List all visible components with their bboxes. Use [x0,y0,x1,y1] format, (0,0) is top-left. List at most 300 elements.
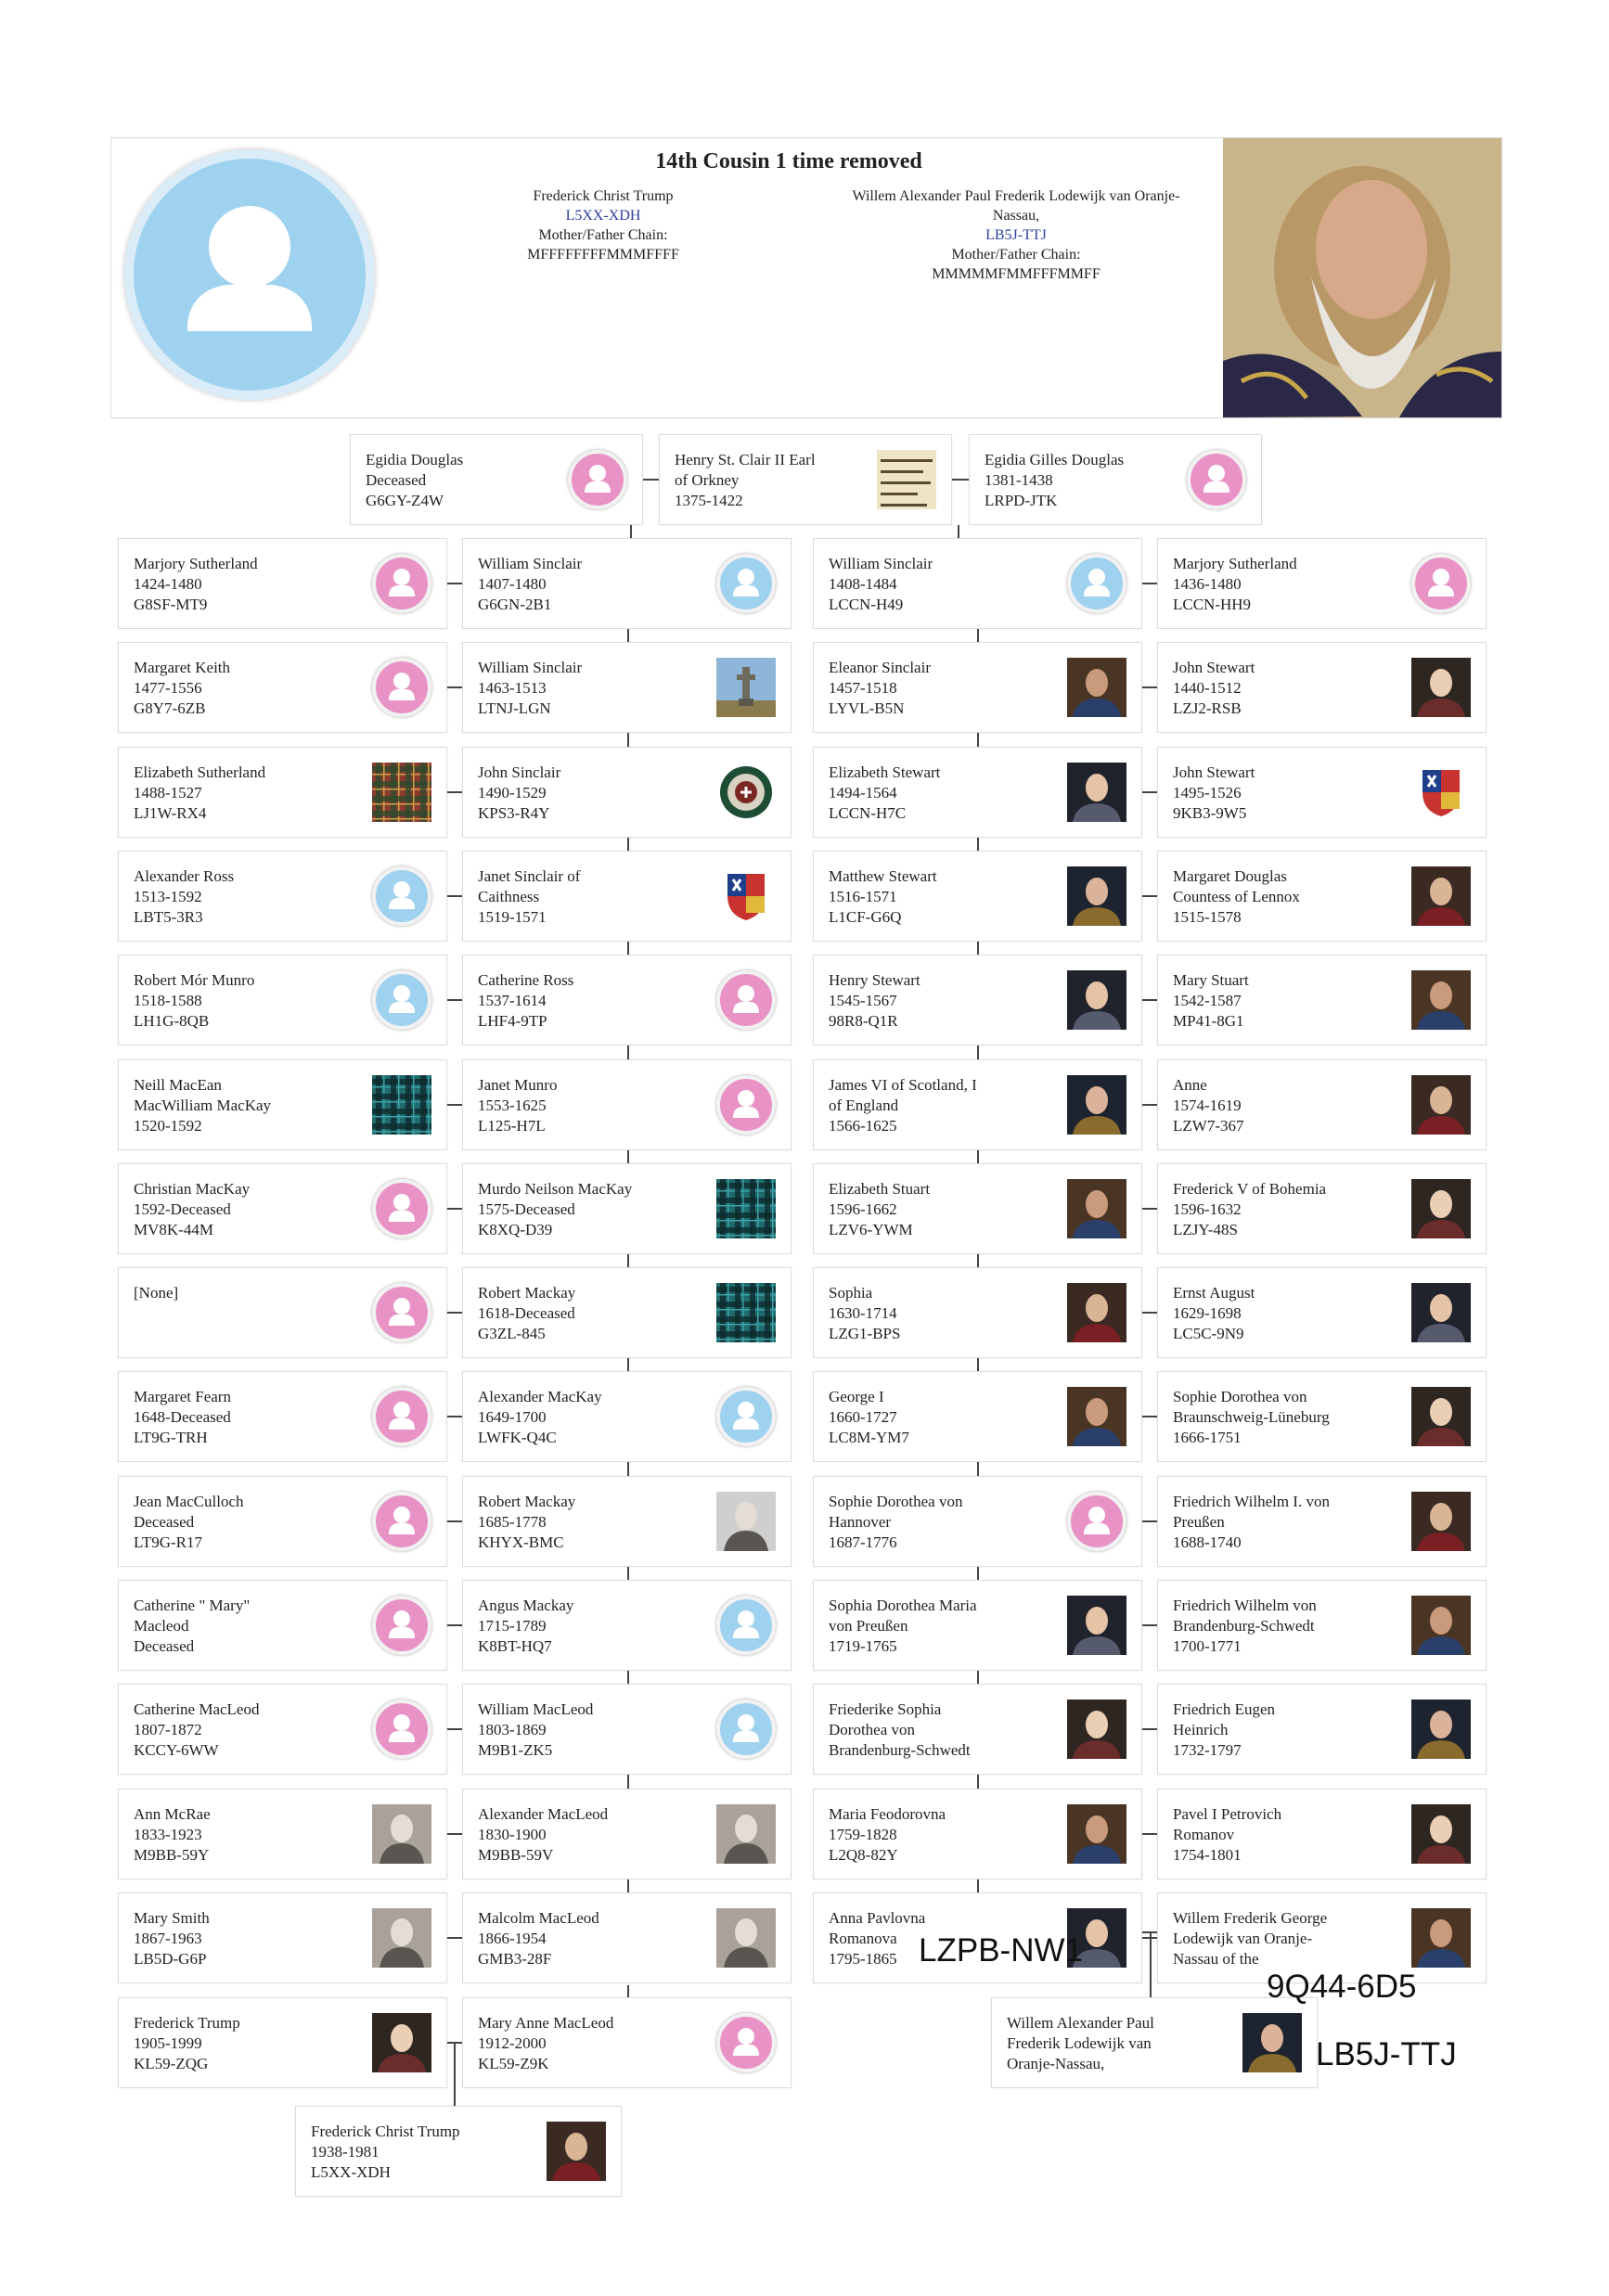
person-card[interactable] [295,2106,622,2197]
person-detail: LT9G-TRH [134,1429,208,1446]
person2-name-line1: Willem Alexander Paul Frederik Lodewijk van Oranje- [852,188,1180,204]
person-detail: L125-H7L [478,1117,546,1135]
person-detail: Deceased [134,1637,195,1655]
person-details [478,554,712,615]
tartan-green-icon [716,1179,776,1238]
person-detail: LC5C-9N9 [1173,1325,1244,1342]
person-card[interactable] [1157,1476,1487,1567]
person-card[interactable] [118,1789,447,1879]
person-detail: Nassau of the [1173,1950,1259,1968]
person-detail: Romanova [829,1930,897,1947]
person-details [1007,2013,1238,2074]
person-card[interactable] [1157,1371,1487,1462]
person-details [1173,658,1407,719]
couple-connector [1142,1104,1157,1106]
person-details [829,1596,1062,1657]
person-card[interactable] [1157,1163,1487,1254]
couple-connector [447,1728,462,1730]
tartan-green-icon [716,1283,776,1342]
person-card[interactable] [813,1267,1142,1358]
person1-name: Frederick Christ Trump [533,188,674,204]
person-name: Robert Mackay [478,1493,576,1510]
person1-chain-label: Mother/Father Chain: [538,227,668,243]
person-card[interactable] [813,1476,1142,1567]
person-detail: LZJY-48S [1173,1221,1238,1238]
person-card[interactable] [118,1371,447,1462]
person-detail: MacWilliam MacKay [134,1097,272,1114]
person-detail: LZV6-YWM [829,1221,913,1238]
person-name: Eleanor Sinclair [829,659,931,676]
person-card[interactable] [813,851,1142,942]
person-details [478,1283,712,1344]
person-details [478,658,712,719]
portrait-icon [1411,970,1471,1030]
ancestor-card[interactable] [969,434,1262,525]
old-photo-icon [372,1908,431,1968]
male-avatar-icon [1067,554,1126,613]
person-detail: 1519-1571 [478,908,547,926]
connector-line [958,525,959,538]
person-name: William Sinclair [829,555,933,572]
person-name: Neill MacEan [134,1076,222,1094]
person-details [134,1387,367,1448]
descent-line [1150,1932,1152,1997]
portrait-icon [1411,1283,1471,1342]
person-detail: Oranje-Nassau, [1007,2055,1105,2072]
couple-connector [1142,583,1157,584]
descent-line [977,1254,979,1267]
person-detail: M9B1-ZK5 [478,1741,553,1759]
couple-connector [1142,1931,1157,1933]
couple-connector [447,1833,462,1835]
person-detail: Preußen [1173,1513,1225,1531]
portrait-icon [1411,1804,1471,1864]
person-card[interactable] [813,747,1142,838]
portrait-icon [1411,1492,1471,1551]
person-card[interactable] [1157,538,1487,629]
person-details [829,970,1062,1032]
person-name: Sophia Dorothea Maria [829,1597,977,1614]
person-card[interactable] [118,1892,447,1983]
person-details [1173,1387,1407,1448]
couple-connector [447,999,462,1001]
person-detail: 1666-1751 [1173,1429,1242,1446]
portrait-icon [1067,1596,1126,1655]
person-detail: 1375-1422 [675,492,743,509]
person-details [829,1492,1062,1553]
person-card[interactable] [118,1580,447,1671]
person-name: Anna Pavlovna [829,1909,926,1927]
descent-line [627,1671,629,1684]
person-card[interactable] [462,1163,792,1254]
relationship-header [110,137,1502,418]
person-detail: G3ZL-845 [478,1325,546,1342]
person-details [1173,1492,1407,1553]
person-card[interactable] [1157,1059,1487,1150]
person-detail: M9BB-59V [478,1846,554,1864]
person-name: Robert Mór Munro [134,971,255,989]
person-detail: 1807-1872 [134,1721,202,1738]
person-name: Margaret Douglas [1173,867,1287,885]
ancestor-card[interactable] [659,434,952,525]
person-card[interactable] [462,1371,792,1462]
person-name: Margaret Fearn [134,1388,231,1405]
person-card[interactable] [462,955,792,1045]
person-details [829,866,1062,928]
person-detail: 1513-1592 [134,888,202,905]
person-detail: Lodewijk van Oranje- [1173,1930,1313,1947]
person-name: William MacLeod [478,1700,594,1718]
person-name: Janet Munro [478,1076,558,1094]
connector-line [630,525,632,538]
person-card[interactable] [813,1789,1142,1879]
person-details [134,1179,367,1240]
person-detail: 98R8-Q1R [829,1012,898,1030]
person-name: Frederick Christ Trump [311,2123,460,2140]
descent-line [627,1985,629,1997]
person-detail: 1575-Deceased [478,1200,575,1218]
person-detail: of England [829,1097,899,1114]
descent-line [977,1045,979,1059]
female-avatar-icon [372,1700,431,1759]
person-card[interactable] [462,642,792,733]
person-name: Christian MacKay [134,1180,251,1198]
person-detail: 1494-1564 [829,784,897,802]
person-detail: 1629-1698 [1173,1304,1242,1322]
person-card[interactable] [118,1684,447,1775]
person-card[interactable] [813,1580,1142,1671]
person-details [1173,1179,1407,1240]
person-name: Mary Anne MacLeod [478,2014,614,2032]
person-card[interactable] [462,1684,792,1775]
person-name: Mary Stuart [1173,971,1249,989]
person-details [478,1804,712,1866]
couple-connector [1142,1312,1157,1314]
person-details [829,1804,1062,1866]
person-card[interactable] [1157,1789,1487,1879]
person-card[interactable] [1157,955,1487,1045]
person-detail: G6GY-Z4W [366,492,444,509]
person-name: Sophia [829,1284,873,1302]
person-details [1173,1700,1407,1761]
person-name: George I [829,1388,884,1405]
person1-id-link[interactable]: L5XX-XDH [565,208,641,224]
couple-connector [1142,1833,1157,1835]
person-detail: Deceased [134,1513,195,1531]
person-detail: of Orkney [675,471,740,489]
person-detail: 1408-1484 [829,575,897,593]
clan-badge-icon [716,763,776,822]
person-detail: G8SF-MT9 [134,596,208,613]
person-detail: LZW7-367 [1173,1117,1244,1135]
monument-icon [716,658,776,717]
person-card[interactable] [1157,642,1487,733]
person-detail: 1436-1480 [1173,575,1242,593]
person-card[interactable] [813,1163,1142,1254]
old-photo-icon [716,1804,776,1864]
female-avatar-icon [1067,1492,1126,1551]
person-detail: Dorothea von [829,1721,916,1738]
overlay-code-1: LZPB-NW1 [919,1932,1083,1969]
person-card[interactable] [462,1789,792,1879]
person-name: Ann McRae [134,1805,211,1823]
male-avatar-icon [716,1387,776,1446]
person-detail: 1715-1789 [478,1617,547,1635]
male-avatar-icon [716,1596,776,1655]
person-detail: KL59-ZQG [134,2055,209,2072]
person2-name-line2: Nassau, [992,208,1040,224]
descent-line [627,1045,629,1059]
overlay-code-2: 9Q44-6D5 [1267,1969,1417,2005]
person-name: Egidia Gilles Douglas [985,451,1125,468]
person1-avatar-icon [124,149,375,400]
person-name: Marjory Sutherland [1173,555,1297,572]
descent-line [627,733,629,747]
female-avatar-icon [716,2013,776,2072]
person-detail: Deceased [366,471,427,489]
person-detail: 1545-1567 [829,992,897,1009]
coat-of-arms-icon [716,866,776,926]
person-details [829,554,1062,615]
descent-line [627,942,629,955]
descent-line [977,1150,979,1163]
person-name: John Stewart [1173,659,1255,676]
person-name: Catherine " Mary" [134,1597,251,1614]
person-details [675,450,872,511]
descent-line [977,1358,979,1371]
female-avatar-icon [372,554,431,613]
female-avatar-icon [372,1387,431,1446]
female-avatar-icon [372,1596,431,1655]
person-details [1173,866,1407,928]
person-card[interactable] [118,1476,447,1567]
person-detail: 9KB3-9W5 [1173,804,1247,822]
person-detail: 1488-1527 [134,784,202,802]
descent-line [454,2043,456,2106]
person-details [829,1283,1062,1344]
person-detail: 1660-1727 [829,1408,897,1426]
person-detail: LJ1W-RX4 [134,804,207,822]
person-detail: L2Q8-82Y [829,1846,898,1864]
person-card[interactable] [462,538,792,629]
person-card[interactable] [1157,851,1487,942]
female-avatar-icon [372,658,431,717]
person-detail: 1381-1438 [985,471,1053,489]
person-details [134,1804,367,1866]
person2-id-link[interactable]: LB5J-TTJ [985,227,1047,243]
person-detail: 1833-1923 [134,1826,202,1843]
person-name: Ernst August [1173,1284,1255,1302]
sketch-icon [716,1492,776,1551]
person-card[interactable] [462,851,792,942]
couple-connector [1142,686,1157,688]
portrait-icon [1411,1908,1471,1968]
person-details [829,1387,1062,1448]
person-details [1173,1075,1407,1136]
descent-line [627,1462,629,1476]
couple-connector [1142,999,1157,1001]
person-detail: 1596-1662 [829,1200,897,1218]
person-detail: 1495-1526 [1173,784,1242,802]
person-detail: 1795-1865 [829,1950,897,1968]
person-card[interactable] [462,1892,792,1983]
person-detail: Countess of Lennox [1173,888,1300,905]
person-card[interactable] [118,1059,447,1150]
person-card[interactable] [118,538,447,629]
person-card[interactable] [1157,1684,1487,1775]
person-details [1173,763,1407,824]
portrait-icon [1067,763,1126,822]
descent-line [977,1567,979,1580]
portrait-icon [547,2122,606,2181]
couple-connector [952,479,969,481]
person-name: Henry Stewart [829,971,920,989]
person-detail: 1905-1999 [134,2034,202,2052]
person-detail: Braunschweig-Lüneburg [1173,1408,1330,1426]
person-details [478,866,712,928]
person-name: Alexander MacLeod [478,1805,609,1823]
person-name: Pavel I Petrovich [1173,1805,1282,1823]
person2-summary [826,186,1206,284]
person-card[interactable] [118,1163,447,1254]
person-detail: Romanov [1173,1826,1235,1843]
person-details [1173,970,1407,1032]
overlay-code-3: LB5J-TTJ [1316,2036,1457,2072]
couple-connector [447,1624,462,1626]
person-card[interactable] [813,955,1142,1045]
person-detail: LTNJ-LGN [478,699,551,717]
person-detail: Macleod [134,1617,189,1635]
person-detail: LZG1-BPS [829,1325,901,1342]
female-avatar-icon [372,1179,431,1238]
male-avatar-icon [372,866,431,926]
person-detail: LRPD-JTK [985,492,1058,509]
portrait-icon [1411,1596,1471,1655]
person-detail: 1407-1480 [478,575,547,593]
person-card[interactable] [118,955,447,1045]
person-card[interactable] [1157,1580,1487,1671]
person-detail: LB5D-G6P [134,1950,207,1968]
person-name: Elizabeth Stuart [829,1180,931,1198]
person-detail: 1866-1954 [478,1930,547,1947]
person-detail: 1477-1556 [134,679,202,697]
person-details [478,970,712,1032]
person-card[interactable] [1157,1267,1487,1358]
person-card[interactable] [462,1059,792,1150]
person-detail: 1542-1587 [1173,992,1242,1009]
person-detail: 1938-1981 [311,2143,380,2161]
couple-connector [1142,1624,1157,1626]
person-details [1173,1908,1407,1969]
person-details [478,1700,712,1761]
person-name: Elizabeth Stewart [829,763,941,781]
person-detail: Caithness [478,888,540,905]
person-card[interactable] [462,747,792,838]
person-card[interactable] [813,1371,1142,1462]
person-card[interactable] [1157,747,1487,838]
person2-portrait [1223,138,1501,417]
female-avatar-icon [372,1492,431,1551]
person-card[interactable] [118,1267,447,1358]
female-avatar-icon [716,1075,776,1135]
person-card[interactable] [118,851,447,942]
person-name: Friedrich Eugen [1173,1700,1275,1718]
person-detail: 1515-1578 [1173,908,1242,926]
person-card[interactable] [118,747,447,838]
person-card[interactable] [813,1059,1142,1150]
person-detail: GMB3-28F [478,1950,552,1968]
person-card[interactable] [118,642,447,733]
person-detail: LH1G-8QB [134,1012,210,1030]
tartan-green-icon [372,1075,431,1135]
person-name: Murdo Neilson MacKay [478,1180,633,1198]
person-card[interactable] [813,1684,1142,1775]
female-avatar-icon [1411,554,1471,613]
couple-connector [447,1104,462,1106]
person-detail: 1648-Deceased [134,1408,231,1426]
ancestor-card[interactable] [350,434,643,525]
person-name: Catherine Ross [478,971,574,989]
person-card[interactable] [118,1997,447,2088]
person-detail: von Preußen [829,1617,908,1635]
person-details [134,2013,367,2074]
person-name: Angus Mackay [478,1597,574,1614]
person-details [1173,1596,1407,1657]
person-detail: LCCN-H7C [829,804,907,822]
person-details [829,1075,1062,1136]
person-card[interactable] [991,1997,1318,2088]
couple-connector [447,686,462,688]
person-details [478,1492,712,1553]
person-detail: M9BB-59Y [134,1846,210,1864]
person-name: Willem Alexander Paul [1007,2014,1154,2032]
person-card[interactable] [813,642,1142,733]
person-detail: Brandenburg-Schwedt [829,1741,971,1759]
descent-line [627,1879,629,1892]
person-details [134,1700,367,1761]
descent-line [977,1775,979,1789]
descent-line [627,838,629,851]
person-detail: 1803-1869 [478,1721,547,1738]
portrait-icon [1067,866,1126,926]
person-card[interactable] [462,1267,792,1358]
person-details [985,450,1182,511]
portrait-icon [1411,1700,1471,1759]
person-details [134,1492,367,1553]
person-details [134,970,367,1032]
person-name: Margaret Keith [134,659,231,676]
couple-connector [447,1520,462,1522]
person-name: John Sinclair [478,763,561,781]
coat-of-arms-icon [1411,763,1471,822]
portrait-icon [1067,970,1126,1030]
person-card[interactable] [813,538,1142,629]
person-card[interactable] [462,1997,792,2088]
portrait-icon [1411,866,1471,926]
person-details [134,1283,367,1303]
person-card[interactable] [462,1476,792,1567]
person-detail: 1596-1632 [1173,1200,1242,1218]
person-card[interactable] [462,1580,792,1671]
person-name: Henry St. Clair II Earl [675,451,816,468]
descent-line [977,733,979,747]
person1-chain: MFFFFFFFFMMMFFFF [527,247,679,263]
person-details [1173,1804,1407,1866]
person-detail: 1685-1778 [478,1513,547,1531]
portrait-icon [1067,1179,1126,1238]
person-detail: 1537-1614 [478,992,547,1009]
person-detail: 1649-1700 [478,1408,547,1426]
